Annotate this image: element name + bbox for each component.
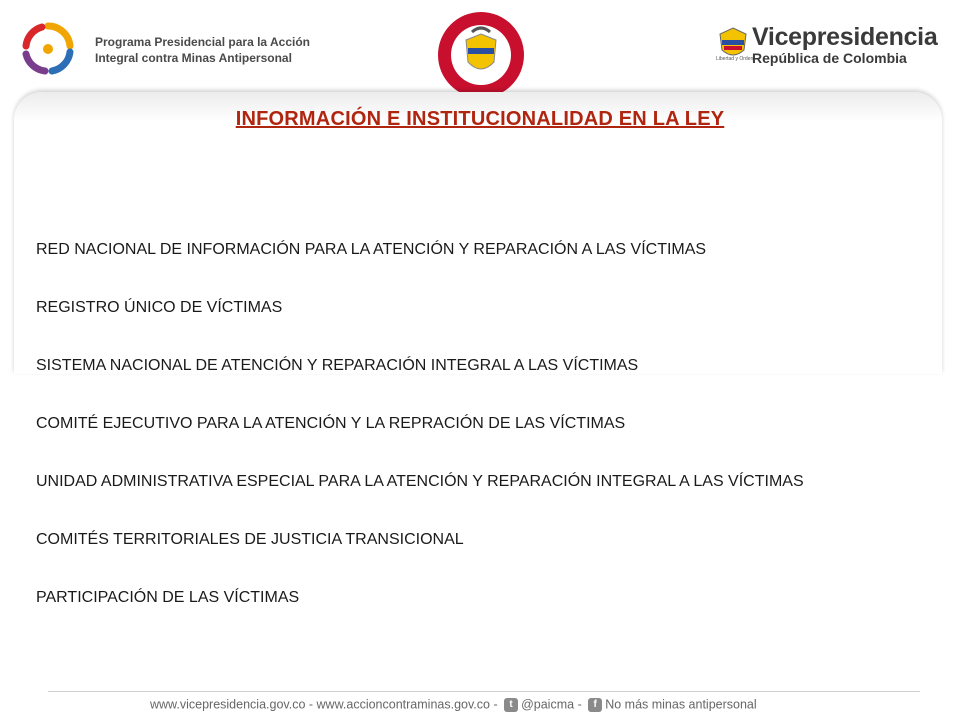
footer-separator: - xyxy=(489,697,502,712)
footer-twitter-handle[interactable]: @paicma xyxy=(521,697,575,712)
list-item: PARTICIPACIÓN DE LAS VÍCTIMAS xyxy=(36,589,300,606)
paicma-line-1: Programa Presidencial para la Acción xyxy=(95,35,310,49)
footer xyxy=(150,697,757,712)
colombia-seal xyxy=(436,10,526,100)
list-item: COMITÉ EJECUTIVO PARA LA ATENCIÓN Y LA REPRACIÓN DE LAS VÍCTIMAS xyxy=(36,415,626,432)
twitter-icon[interactable]: t xyxy=(504,698,518,712)
footer-link-accioncontraminas[interactable]: www.accioncontraminas.gov.co xyxy=(316,697,490,712)
paicma-logo xyxy=(18,20,78,78)
facebook-icon[interactable]: f xyxy=(588,698,602,712)
slide-title: INFORMACIÓN E INSTITUCIONALIDAD EN LA LEY xyxy=(235,108,725,130)
list-item: COMITÉS TERRITORIALES DE JUSTICIA TRANSICIONAL xyxy=(36,531,464,548)
footer-facebook-page[interactable]: No más minas antipersonal xyxy=(605,697,757,712)
footer-divider xyxy=(48,691,920,692)
paicma-name xyxy=(95,34,310,66)
topic-list xyxy=(36,237,916,643)
paicma-line-2: Integral contra Minas Antipersonal xyxy=(95,51,292,65)
list-item: RED NACIONAL DE INFORMACIÓN PARA LA ATENCIÓN Y REPARACIÓN A LAS VÍCTIMAS xyxy=(36,241,707,258)
list-item: REGISTRO ÚNICO DE VÍCTIMAS xyxy=(36,299,283,316)
list-item: UNIDAD ADMINISTRATIVA ESPECIAL PARA LA ATENCIÓN Y REPARACIÓN INTEGRAL A LAS VÍCTIMAS xyxy=(36,473,804,490)
vicepresidencia-title: Vicepresidencia xyxy=(752,23,938,51)
list-item: SISTEMA NACIONAL DE ATENCIÓN Y REPARACIÓN INTEGRAL A LAS VÍCTIMAS xyxy=(36,357,639,374)
footer-separator: - xyxy=(305,697,317,712)
footer-link-vicepresidencia[interactable]: www.vicepresidencia.gov.co xyxy=(150,697,306,712)
footer-separator: - xyxy=(574,697,586,712)
header xyxy=(0,0,960,100)
vicepresidencia-subtitle: República de Colombia xyxy=(752,50,907,66)
vicepresidencia-motto: Libertad y Orden xyxy=(716,56,754,62)
